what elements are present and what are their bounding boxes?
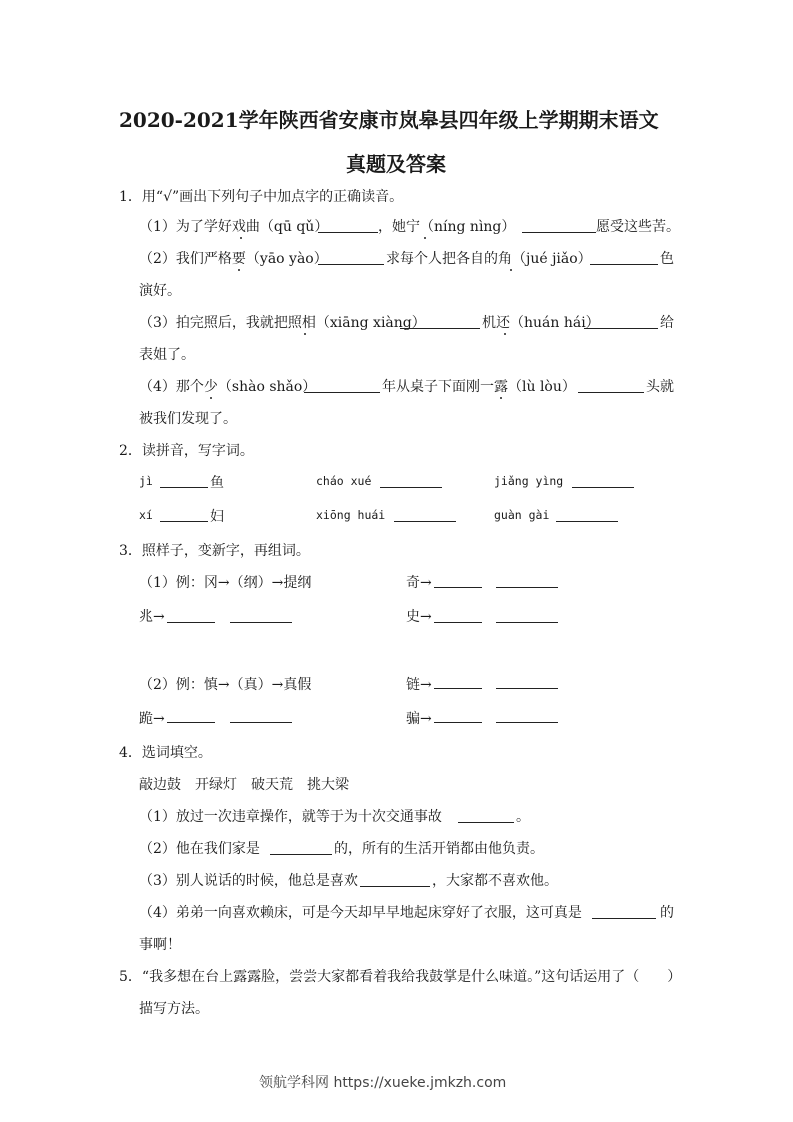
q3-blank-shi-2[interactable] [496, 622, 558, 623]
q3-char-pian: 骗→ [406, 711, 432, 727]
q1-line3-b: 机还（huán hái） [482, 315, 600, 331]
q4-sentence-2-b: 的，所有的生活开销都由他负责。 [334, 841, 544, 857]
q3-blank-gui-2[interactable] [230, 722, 292, 723]
q1-line3-c: 给 [660, 315, 674, 331]
q2-blank-1[interactable] [160, 487, 208, 488]
q3-example-2: （2）例：慎→（真）→真假 [139, 677, 312, 693]
q2-pinyin-6: guàn gài [494, 508, 550, 522]
q4-sentence-1-b: 。 [516, 809, 530, 825]
q1-blank-4[interactable] [590, 264, 658, 265]
emphasis-dot [510, 269, 512, 271]
q4-sentence-4-c: 事啊！ [139, 937, 181, 953]
q2-blank-2[interactable] [380, 487, 442, 488]
q5-line-2: 描写方法。 [139, 1001, 209, 1017]
title-line-1: 2020-2021学年陕西省安康市岚皋县四年级上学期期末语文 [119, 108, 659, 132]
q4-sentence-3-a: （3）别人说话的时候，他总是喜欢 [139, 873, 358, 889]
emphasis-dot [424, 237, 426, 239]
q3-blank-lian-2[interactable] [496, 688, 558, 689]
q1-line2-b: 求每个人把各自的角（jué jiǎo） [386, 251, 592, 267]
q1-stem: 1．用“√”画出下列句子中加点字的正确读音。 [119, 189, 404, 205]
q3-char-gui: 跪→ [139, 711, 165, 727]
q3-char-zhao: 兆→ [139, 609, 165, 625]
q4-blank-1[interactable] [458, 822, 514, 823]
q2-stem: 2．读拼音，写字词。 [119, 443, 254, 459]
q2-blank-5[interactable] [394, 521, 456, 522]
emphasis-dot [210, 397, 212, 399]
q3-blank-shi-1[interactable] [434, 622, 482, 623]
q2-blank-3[interactable] [572, 487, 634, 488]
q4-sentence-3-b: ，大家都不喜欢他。 [432, 873, 558, 889]
q1-line3-a: （3）拍完照后，我就把照相（xiāng xiàng） [139, 315, 426, 331]
q3-blank-zhao-2[interactable] [230, 622, 292, 623]
q3-char-qi: 奇→ [406, 575, 432, 591]
emphasis-dot [504, 333, 506, 335]
q1-line1-b: ，她宁（níng nìng） [378, 219, 516, 235]
q3-blank-qi-2[interactable] [496, 587, 558, 588]
title-line-2: 真题及答案 [346, 152, 446, 176]
q1-line2-d: 演好。 [139, 283, 181, 299]
q1-blank-5[interactable] [400, 328, 480, 329]
q2-blank-4[interactable] [160, 521, 208, 522]
q3-blank-lian-1[interactable] [434, 688, 482, 689]
q1-blank-8[interactable] [578, 392, 644, 393]
q1-blank-1[interactable] [318, 232, 378, 233]
q1-line2-c: 色 [660, 251, 674, 267]
q5-line-1: 5．“我多想在台上露露脸，尝尝大家都看着我给我鼓掌是什么味道。”这句话运用了（ ） [119, 969, 682, 985]
q3-blank-qi-1[interactable] [434, 587, 482, 588]
q4-stem: 4．选词填空。 [119, 745, 212, 761]
q1-blank-3[interactable] [318, 264, 384, 265]
q1-blank-2[interactable] [522, 232, 596, 233]
q2-pinyin-5: xiōng huái [316, 508, 386, 522]
q3-blank-gui-1[interactable] [167, 722, 215, 723]
q1-line4-a: （4）那个少（shào shǎo） [139, 379, 317, 395]
emphasis-dot [238, 269, 240, 271]
q3-stem: 3．照样子，变新字，再组词。 [119, 543, 310, 559]
q1-line1-c: 愿受这些苦。 [596, 219, 680, 235]
emphasis-dot [500, 397, 502, 399]
q4-word-options: 敲边鼓 开绿灯 破天荒 挑大梁 [139, 777, 349, 793]
q4-blank-2[interactable] [270, 854, 332, 855]
q3-blank-zhao-1[interactable] [167, 622, 215, 623]
q1-line2-a: （2）我们严格要（yāo yào） [139, 251, 328, 267]
q1-blank-7[interactable] [304, 392, 380, 393]
q3-char-lian: 链→ [406, 677, 432, 693]
emphasis-dot [240, 237, 242, 239]
q3-blank-pian-1[interactable] [434, 722, 482, 723]
q3-blank-pian-2[interactable] [496, 722, 558, 723]
q2-suffix-4: 妇 [210, 509, 224, 525]
q4-sentence-1-a: （1）放过一次违章操作，就等于为十次交通事故 [139, 809, 442, 825]
q1-line1-a: （1）为了学好戏曲（qū qǔ） [139, 219, 329, 235]
q4-blank-4[interactable] [592, 918, 656, 919]
q1-line3-d: 表姐了。 [139, 347, 195, 363]
q2-pinyin-3: jiǎng yìng [494, 474, 564, 488]
q1-line4-d: 被我们发现了。 [139, 411, 237, 427]
q2-pinyin-2: cháo xué [316, 474, 372, 488]
q3-example-1: （1）例：冈→（纲）→提纲 [139, 575, 312, 591]
q4-blank-3[interactable] [360, 886, 430, 887]
emphasis-dot [304, 333, 306, 335]
q2-suffix-1: 鱼 [210, 475, 224, 491]
footer-watermark: 领航学科网 https://xueke.jmkzh.com [259, 1075, 507, 1091]
q2-blank-6[interactable] [556, 521, 618, 522]
q1-blank-6[interactable] [584, 328, 658, 329]
q2-pinyin-4: xí [139, 508, 153, 522]
q2-pinyin-1: jì [139, 474, 153, 488]
q3-char-shi: 史→ [406, 609, 432, 625]
q4-sentence-2-a: （2）他在我们家是 [139, 841, 260, 857]
q1-line4-c: 头就 [646, 379, 674, 395]
q4-sentence-4-a: （4）弟弟一向喜欢赖床，可是今天却早早地起床穿好了衣服，这可真是 [139, 905, 582, 921]
q1-line4-b: 年从桌子下面刚一露（lù lòu） [382, 379, 576, 395]
q4-sentence-4-b: 的 [660, 905, 674, 921]
